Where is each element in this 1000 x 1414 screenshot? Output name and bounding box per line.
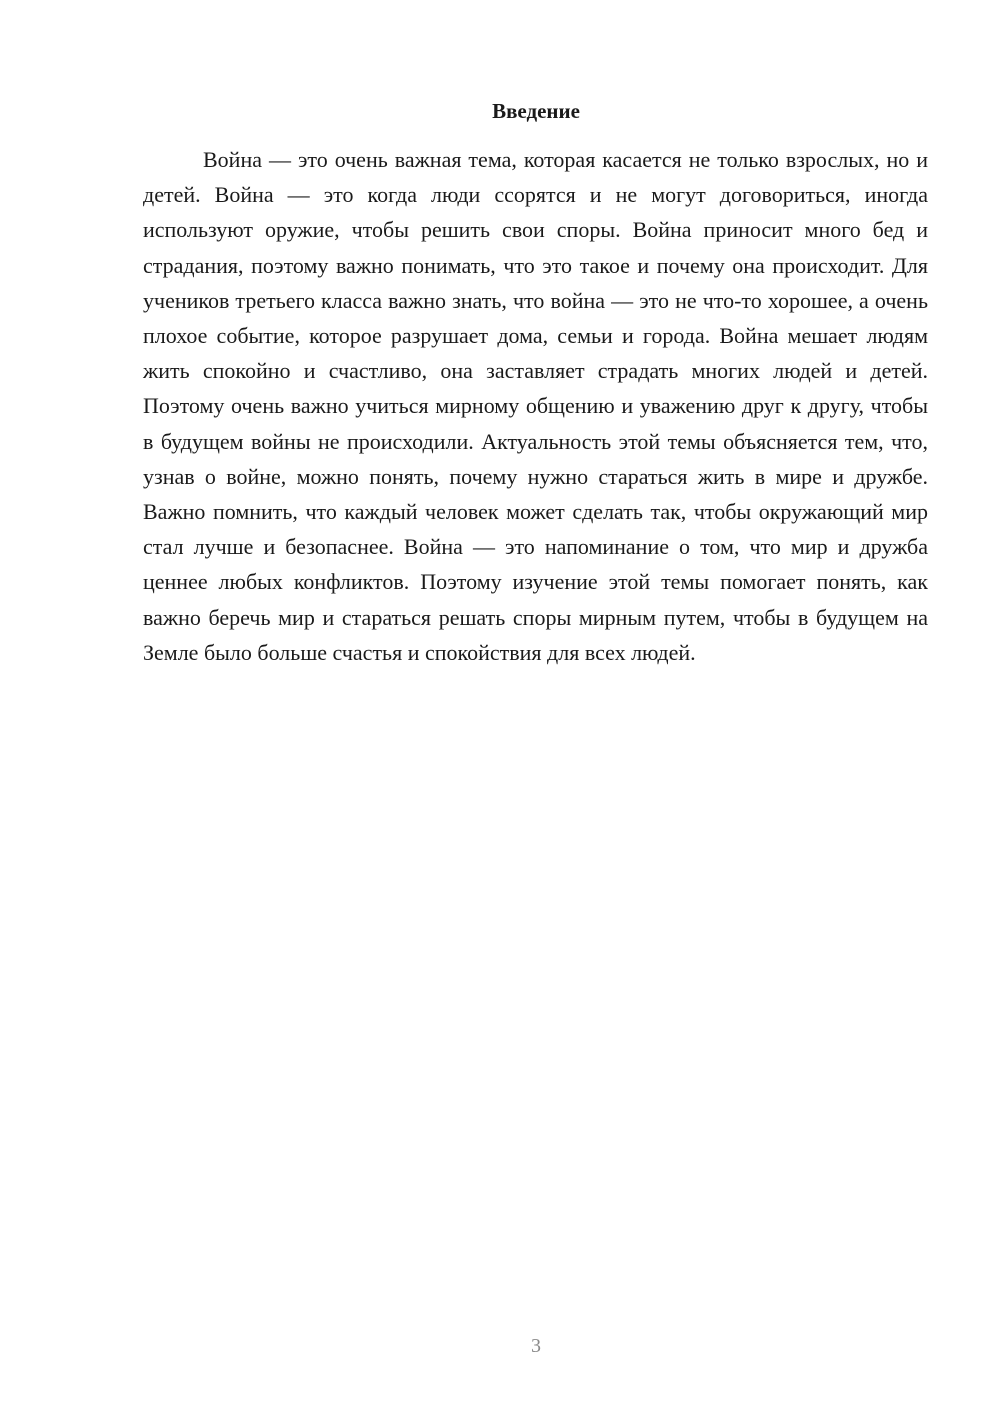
page-number: 3 bbox=[531, 1335, 541, 1357]
section-heading: Введение bbox=[492, 99, 580, 123]
body-paragraph: Война — это очень важная тема, которая касается не только взрослых, но и детей. Война — это когда люди ссорятся и не могут договориться, иногда используют оружие, чтобы решить свои споры. Война приносит много бед и страдания, поэтому важно понимать, что это такое и почему она происходит. Для учеников третьего класса важно знать, что война — это не что-то хорошее, а очень плохое событие, которое разрушает дома, семьи и города. Война мешает людям жить спокойно и счастливо, она заставляет страдать многих людей и детей. Поэтому очень важно учиться мирному общению и уважению друг к другу, чтобы в будущем войны не происходили. Актуальность этой темы объясняется тем, что, узнав о войне, можно понять, почему нужно стараться жить в мире и дружбе. Важно помнить, что каждый человек может сделать так, чтобы окружающий мир стал лучше и безопаснее. Война — это напоминание о том, что мир и дружба ценнее любых конфликтов. Поэтому изучение этой темы помогает понять, как важно беречь мир и стараться решать споры мирным путем, чтобы в будущем на Земле было больше счастья и спокойствия для всех людей. bbox=[143, 147, 928, 665]
